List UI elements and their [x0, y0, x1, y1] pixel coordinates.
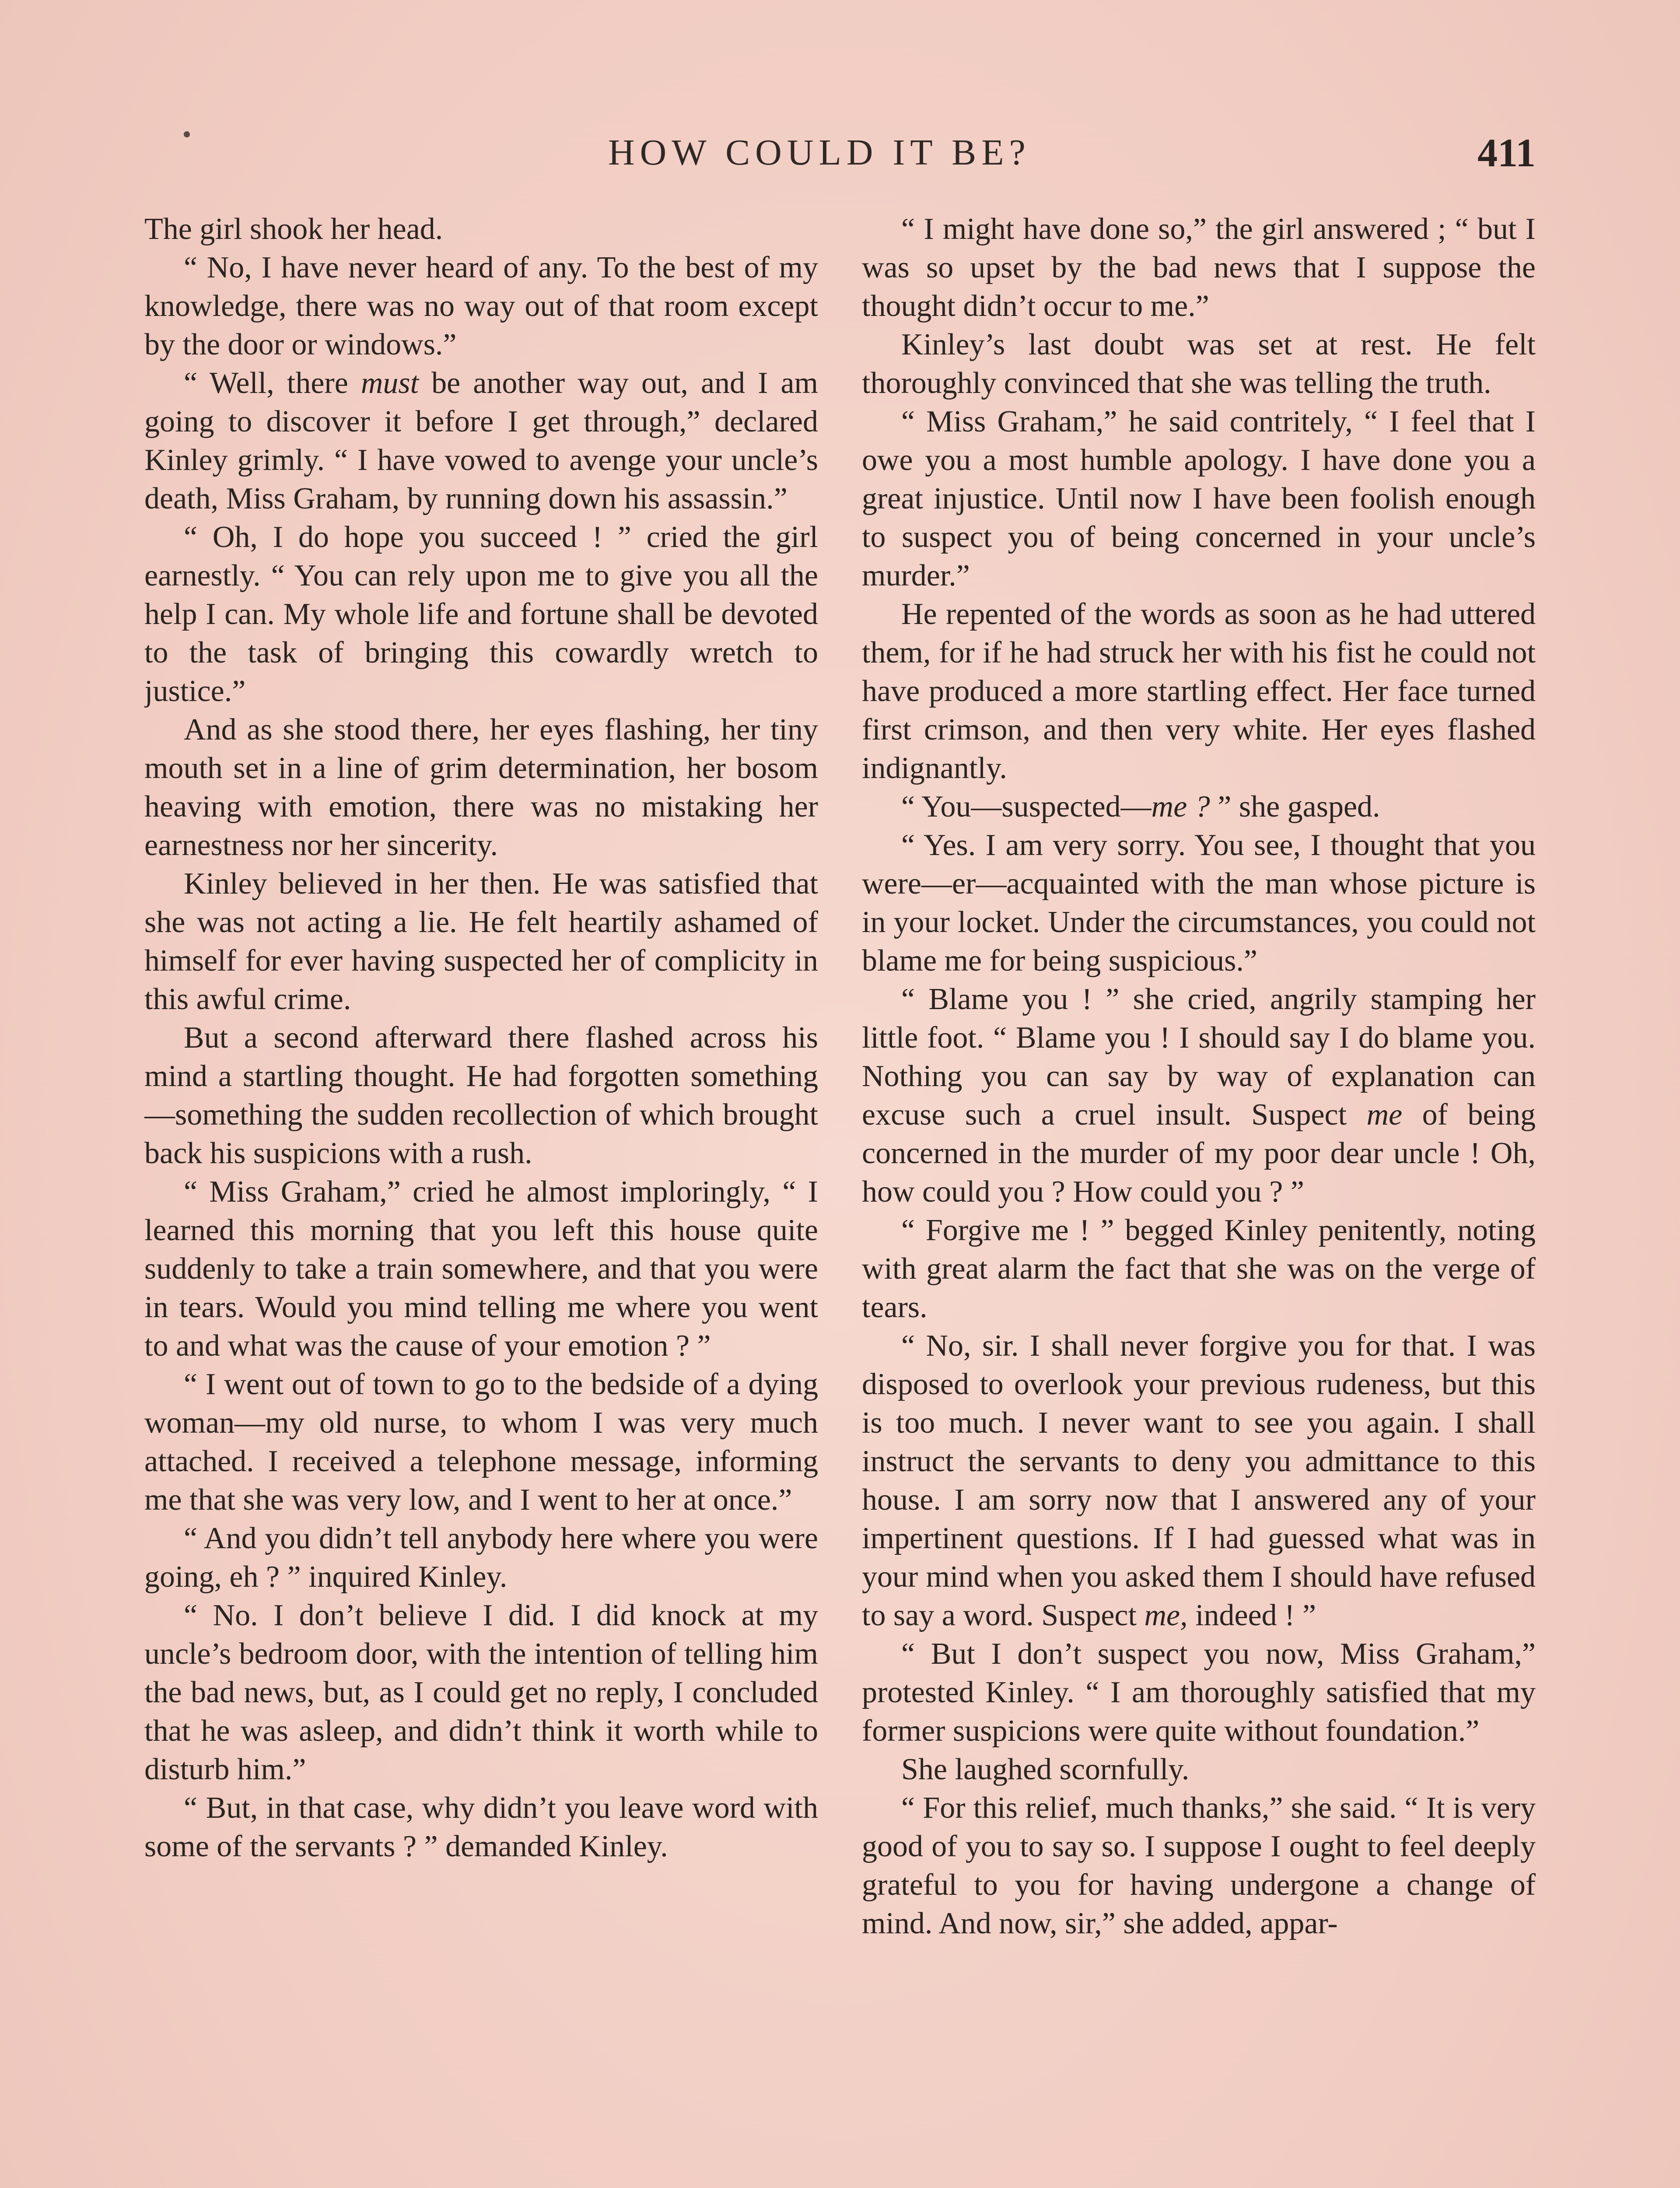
right-column — [862, 210, 1536, 2188]
emphasis: me ? — [1151, 790, 1210, 824]
paragraph: “ For this relief, much thanks,” she said. “ It is very good of you to say so. I suppose I ought to feel deeply grateful to you for having undergone a change of mind. And now, sir,” she added, appar- — [862, 1791, 1536, 1940]
paragraph: He repented of the words as soon as he had uttered them, for if he had struck her with his fist he could not have produced a more startling effect. Her face turned first crimson, and then very white. Her eyes flashed indignantly. — [862, 597, 1536, 785]
paragraph: “ But, in that case, why didn’t you leave word with some of the servants ? ” demanded Kinley. — [144, 1791, 818, 1863]
page-number: 411 — [1477, 130, 1536, 175]
emphasis: me, — [1144, 1599, 1188, 1632]
paragraph: Kinley believed in her then. He was satisfied that she was not acting a lie. He felt heartily ashamed of himself for ever having suspected her of complicity in this awful crime. — [144, 867, 818, 1016]
paragraph: Kinley’s last doubt was set at rest. He felt thoroughly convinced that she was telling the truth. — [862, 328, 1536, 400]
paragraph: “ And you didn’t tell anybody here where you were going, eh ? ” inquired Kinley. — [144, 1522, 818, 1594]
paragraph: “ You—suspected—me ? ” she gasped. — [901, 790, 1380, 824]
running-head — [0, 131, 1680, 179]
paragraph: “ Miss Graham,” he said contritely, “ I feel that I owe you a most humble apology. I have done you a great injustice. Until now I have been foolish enough to suspect you of being concerned in your uncle’s murder.” — [862, 405, 1536, 593]
paragraph: The girl shook her head. — [144, 212, 443, 246]
paragraph: “ I went out of town to go to the bedside of a dying woman—my old nurse, to whom I was very much attached. I received a telephone message, informing me that she was very low, and I went to her at once.” — [144, 1368, 818, 1517]
emphasis: must — [360, 366, 419, 400]
paragraph: “ Forgive me ! ” begged Kinley penitently, noting with great alarm the fact that she was on the verge of tears. — [862, 1213, 1536, 1324]
left-column — [144, 210, 818, 2188]
emphasis: me — [1366, 1098, 1403, 1132]
paragraph: “ No. I don’t believe I did. I did knock at my uncle’s bedroom door, with the intention of telling him the bad news, but, as I could get no reply, I concluded that he was asleep, and didn’t think it worth while to disturb him.” — [144, 1599, 818, 1786]
text-columns — [144, 210, 1536, 2188]
paragraph: And as she stood there, her eyes flashing, her tiny mouth set in a line of grim determination, her bosom heaving with emotion, there was no mistaking her earnestness nor her sincerity. — [144, 713, 818, 862]
paragraph: “ Yes. I am very sorry. You see, I thought that you were—er—acquainted with the man whose picture is in your locket. Under the circumstances, you could not blame me for being suspicious.” — [862, 828, 1536, 978]
paragraph: “ I might have done so,” the girl answered ; “ but I was so upset by the bad news that I suppose the thought didn’t occur to me.” — [862, 212, 1536, 323]
paragraph: “ Blame you ! ” she cried, angrily stamping her little foot. “ Blame you ! I should say I do blame you. Nothing you can say by way of explanation can excuse such a cruel insult. Suspect me of being concerned in the murder of my poor dear uncle ! Oh, how could you ? How could you ? ” — [862, 982, 1536, 1209]
paragraph: “ Well, there must be another way out, and I am going to discover it before I get through,” declared Kinley grimly. “ I have vowed to avenge your uncle’s death, Miss Graham, by running down his assassin.” — [144, 366, 818, 515]
paragraph: “ No, I have never heard of any. To the best of my knowledge, there was no way out of that room except by the door or windows.” — [144, 251, 818, 361]
running-title: HOW COULD IT BE? — [608, 132, 1031, 173]
paragraph: “ Miss Graham,” cried he almost imploringly, “ I learned this morning that you left this house quite suddenly to take a train somewhere, and that you were in tears. Would you mind telling me where you went to and what was the cause of your emotion ? ” — [144, 1175, 818, 1363]
paragraph: “ Oh, I do hope you succeed ! ” cried the girl earnestly. “ You can rely upon me to give you all the help I can. My whole life and fortune shall be devoted to the task of bringing this cowardly wretch to justice.” — [144, 520, 818, 708]
paragraph: She laughed scornfully. — [901, 1753, 1190, 1786]
paragraph: But a second afterward there flashed across his mind a startling thought. He had forgotten something—something the sudden recollection of which brought back his suspicions with a rush. — [144, 1021, 818, 1170]
paragraph: “ But I don’t suspect you now, Miss Graham,” protested Kinley. “ I am thoroughly satisfied that my former suspicions were quite without foundation.” — [862, 1637, 1536, 1748]
paragraph: “ No, sir. I shall never forgive you for that. I was disposed to overlook your previous rudeness, but this is too much. I never want to see you again. I shall instruct the servants to deny you admittance to this house. I am sorry now that I answered any of your impertinent questions. If I had guessed what was in your mind when you asked them I should have refused to say a word. Suspect me, indeed ! ” — [862, 1329, 1536, 1632]
